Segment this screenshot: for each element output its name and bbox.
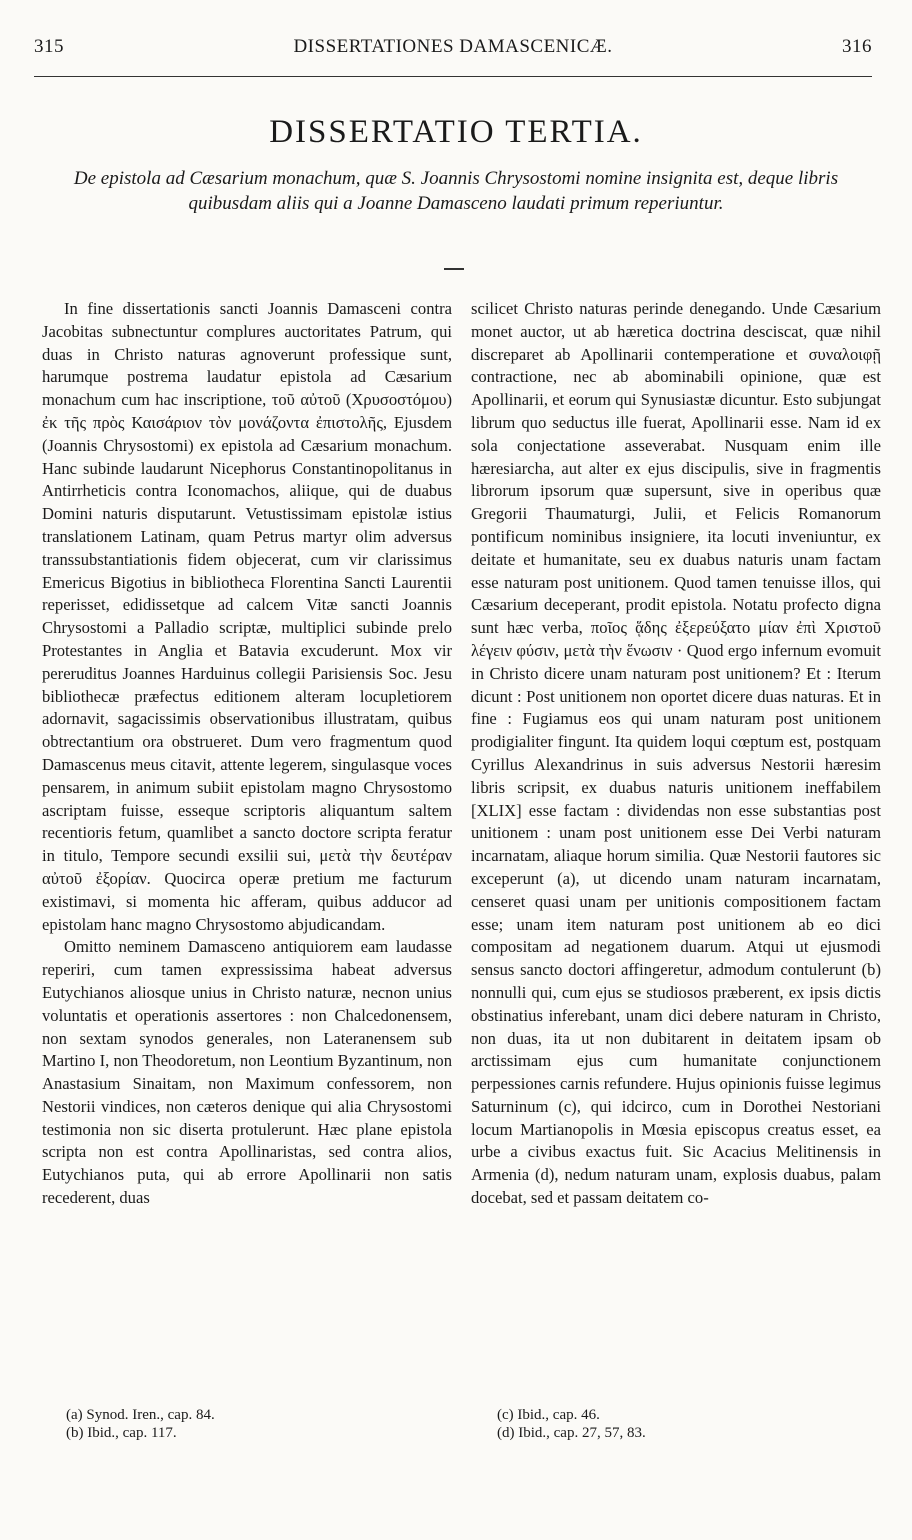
dissertation-title: DISSERTATIO TERTIA.: [269, 114, 643, 150]
footnote: (d) Ibid., cap. 27, 57, 83.: [497, 1425, 646, 1441]
running-header: [34, 36, 872, 60]
paragraph: Omitto neminem Damasceno antiquiorem eam laudasse reperiri, cum tamen expressissima habeat adversus Eutychianos aliosque unius in Christo naturæ, necnon unius voluntatis et operationis assertores : non Chalcedonensem, non sextam synodos generales, non Lateranensem sub Martino I, non Theodoretum, non Leontium Byzantinum, non Anastasium Sinaitam, non Maximum confessorem, non Nestorii vindices, non cæteros denique qui alia Chrysostomi testimonia non sic diserta protulerunt. Hæc plane epistola scripta non est contra Apollinaristas, sed contra alios, Eutychianos puta, qui ab errore Apollinarii non satis recederent, duas: [42, 937, 452, 1208]
text-column-right: [471, 298, 881, 1210]
footnote: (a) Synod. Iren., cap. 84.: [66, 1407, 215, 1423]
paragraph: In fine dissertationis sancti Joannis Damasceni contra Jacobitas subnectuntur complures auctoritates Patrum, qui duas in Christo naturas agnoverunt professique sunt, harumque postrema laudatur epistola ad Cæsarium monachum cum hac inscriptione, τοῦ αὐτοῦ (Χρυσοστόμου) ἐκ τῆς πρὸς Καισάριον τὸν μονάζοντα ἐπιστολῆς, Ejusdem (Joannis Chrysostomi) ex epistola ad Cæsarium monachum. Hanc subinde laudarunt Nicephorus Constantinopolitanus in Antirrheticis contra Iconomachos, aliique, qui de duabus Domini naturis disputarunt. Vetustissimam epistolæ istius translationem Latinam, quam Petrus martyr olim adversus transsubstantiationis fidem objecerat, cum vir clarissimus Emericus Bigotius in bibliotheca Florentina Sancti Laurentii reperisset, edidissetque ad calcem Vitæ sancti Joannis Chrysostomi a Palladio scriptæ, multiplici subinde prelo Protestantes in Anglia et Batavia excuderunt. Mox vir pereruditus Joannes Harduinus collegii Parisiensis Soc. Jesu bibliothecæ præfectus editionem alteram locupletiorem adornavit, sagacissimis observationibus illustratam, quibus obtrectantium ora obstrueret. Dum vero fragmentum quod Damascenus meus citavit, attente legerem, singulasque voces pensarem, in animum subiit epistolam magno Chrysostomo ascriptam fuisse, esseque scriptoris aliquantum saltem recentioris fetum, quamlibet a sancto doctore scripta feratur in titulo, Tempore secundi exsilii sui, μετὰ τὴν δευτέραν αὐτοῦ ἐξορίαν. Quocirca operæ pretium me facturum existimavi, si momenta hic afferam, quibus adducor ad epistolam hanc magno Chrysostomo abjudicandam.: [42, 299, 452, 934]
footnotes-left: [66, 1406, 366, 1442]
section-dash: [444, 268, 464, 270]
page-number-left: 315: [34, 36, 64, 57]
text-column-left: [42, 298, 452, 1210]
running-title: DISSERTATIONES DAMASCENICÆ.: [293, 36, 613, 57]
dissertation-subtitle: De epistola ad Cæsarium monachum, quæ S. Joannis Chrysostomi nomine insignita est, deque libris quibusdam aliis qui a Joanne Damasceno laudati primum reperiuntur.: [73, 168, 839, 214]
paragraph: scilicet Christo naturas perinde denegando. Unde Cæsarium monet auctor, ut ab hæretica doctrina desciscat, quæ nihil discreparet ab Apollinarii contemperatione et συναλοιφῇ contractione, nec ab abominabili opinione, quæ est Apollinarii, et eorum qui Synusiastæ dicuntur. Esto subjungat librum quo seductus ille fuerat, Apollinarii esse. Nam id ex sola conjectatione asseverabat. Nusquam enim ille hæresiarcha, aut alter ex ejus discipulis, sive in fragmentis librorum ipsorum quæ supersunt, sive in operibus quæ Gregorii Thaumaturgi, Julii, et Felicis Romanorum pontificum nominibus insigniere, ita locuti inveniuntur, ex deitate et humanitate, seu ex duabus naturis unam factam esse naturam post unitionem. Quod tamen tenuisse illos, qui Cæsarium deceperant, prodit epistola. Notatu profecto digna sunt hæc verba, ποῖος ᾅδης ἐξερεύξατο μίαν ἐπὶ Χριστοῦ λέγειν φύσιν, μετὰ τὴν ἕνωσιν · Quod ergo infernum evomuit in Christo dicere unam naturam post unitionem? Et : Iterum dicunt : Post unitionem non oportet dicere duas naturas. Et in fine : Fugiamus eos qui unam naturam post unitionem prodigialiter fingunt. Ita quidem loqui cœptum est, postquam Cyrillus Alexandrinus in suis adversus Nestorii hæresim libris scripsit, ex duabus naturis unitionem ineffabilem [XLIX] esse factam : dividendas non esse substantias post unitionem : unam post unitionem esse Dei Verbi naturam incarnatam, aliaque horum similia. Quæ Nestorii fautores sic exceperunt (a), ut dicendo unam naturam incarnatam, censeret quasi unam per unitionis compositionem factam esse; unam item naturam post unitionem ab eo dici compositam ad negationem duarum. Atqui ut ejusmodi sensus sancto doctori affingeretur, admodum contulerunt (b) nonnulli qui, cum ejus se studiosos præberent, ex ipsis dictis obstinatius inferebant, unam dici debere naturam in Christo, non duas, ita ut non dubitarent in deitatem ipsam ob arctissimam ejus cum humanitate conjunctionem perpessiones carnis refundere. Hujus opinionis fuisse legimus Saturninum (c), qui idcirco, cum in Dorothei Nestoriani locum Martianopolis in Mœsia episcopus creatus esset, ea urbe a civibus exactus fuit. Sic Acacius Melitinensis in Armenia (d), nedum naturam unam, explosis duabus, palam docebat, sed et passam deitatem co-: [471, 299, 881, 1208]
page-number-right: 316: [842, 36, 872, 57]
footnote: (b) Ibid., cap. 117.: [66, 1425, 177, 1441]
footnotes-right: [497, 1406, 797, 1442]
header-rule: [34, 76, 872, 77]
footnote: (c) Ibid., cap. 46.: [497, 1407, 600, 1423]
